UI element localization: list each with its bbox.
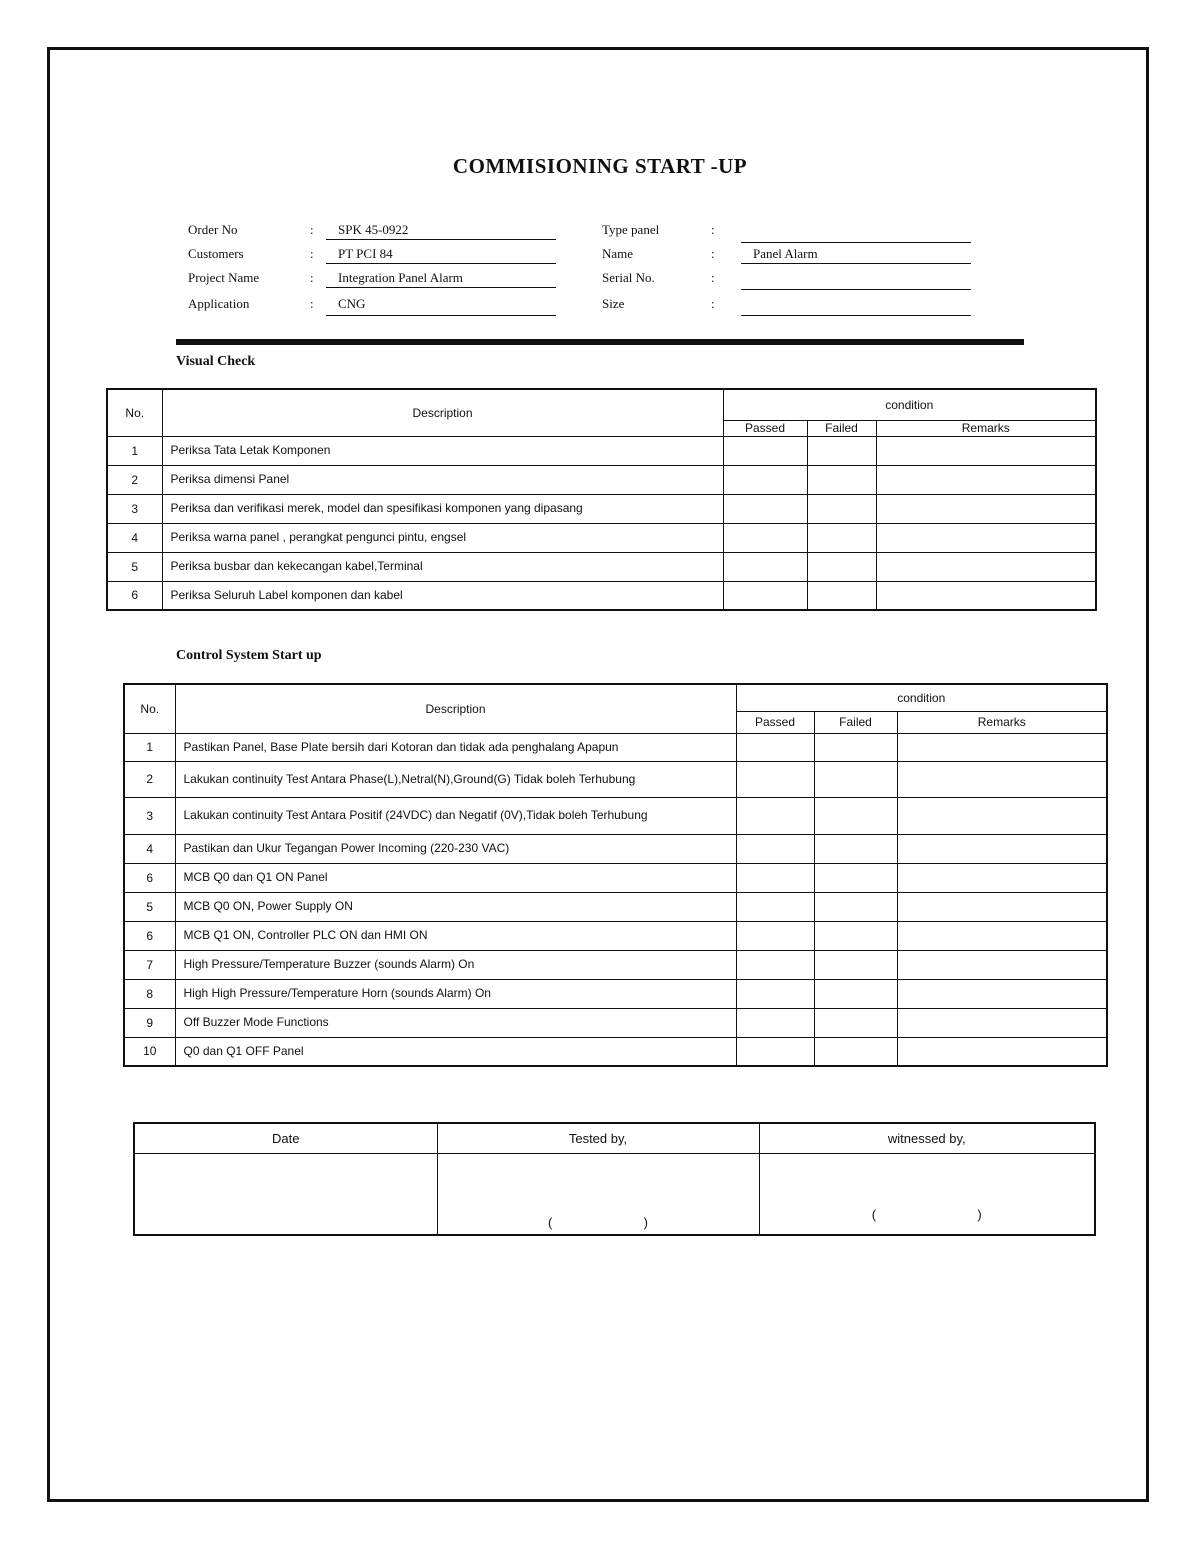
row-description: Periksa Seluruh Label komponen dan kabel <box>162 581 723 610</box>
serial-no-value <box>741 272 971 290</box>
failed-cell[interactable] <box>814 921 897 950</box>
colon: : <box>310 296 314 311</box>
failed-cell[interactable] <box>807 436 876 465</box>
failed-cell[interactable] <box>807 494 876 523</box>
row-description: Lakukan continuity Test Antara Phase(L),Netral(N),Ground(G) Tidak boleh Terhubung <box>175 761 736 797</box>
visual-check-table <box>106 388 1097 611</box>
row-no: 1 <box>107 436 162 465</box>
close-paren: ) <box>977 1207 982 1222</box>
failed-cell[interactable] <box>814 761 897 797</box>
remarks-cell[interactable] <box>897 979 1107 1008</box>
passed-cell[interactable] <box>736 1008 814 1037</box>
tested-by-label: Tested by, <box>437 1123 759 1153</box>
witnessed-by-cell[interactable] <box>759 1153 1095 1235</box>
row-description: Periksa busbar dan kekecangan kabel,Terminal <box>162 552 723 581</box>
passed-cell[interactable] <box>736 950 814 979</box>
row-no: 3 <box>124 797 175 834</box>
document-title: COMMISIONING START -UP <box>452 154 748 178</box>
passed-cell[interactable] <box>736 733 814 761</box>
col-header-description: Description <box>162 389 723 436</box>
table-row <box>124 761 1107 797</box>
name-value: Panel Alarm <box>741 246 971 264</box>
remarks-cell[interactable] <box>897 733 1107 761</box>
witnessed-signature-line <box>872 1207 982 1222</box>
row-description: Q0 dan Q1 OFF Panel <box>175 1037 736 1066</box>
col-header-no: No. <box>124 684 175 733</box>
serial-no-label: Serial No. <box>602 270 655 285</box>
failed-cell[interactable] <box>814 733 897 761</box>
col-header-remarks: Remarks <box>876 420 1096 436</box>
table-row <box>124 892 1107 921</box>
colon: : <box>310 246 314 261</box>
colon: : <box>711 222 715 237</box>
row-no: 2 <box>107 465 162 494</box>
customers-label: Customers <box>188 246 244 261</box>
remarks-cell[interactable] <box>897 761 1107 797</box>
size-value <box>741 298 971 316</box>
project-name-label: Project Name <box>188 270 260 285</box>
row-description: MCB Q1 ON, Controller PLC ON dan HMI ON <box>175 921 736 950</box>
control-system-title: Control System Start up <box>176 648 322 663</box>
passed-cell[interactable] <box>723 523 807 552</box>
remarks-cell[interactable] <box>897 834 1107 863</box>
remarks-cell[interactable] <box>897 892 1107 921</box>
passed-cell[interactable] <box>723 552 807 581</box>
failed-cell[interactable] <box>814 1008 897 1037</box>
table-row <box>124 979 1107 1008</box>
section-divider <box>176 339 1024 345</box>
row-description: MCB Q0 ON, Power Supply ON <box>175 892 736 921</box>
table-row <box>124 863 1107 892</box>
control-system-table <box>123 683 1108 1067</box>
row-description: Pastikan Panel, Base Plate bersih dari Kotoran dan tidak ada penghalang Apapun <box>175 733 736 761</box>
table-row <box>124 921 1107 950</box>
row-description: Periksa dan verifikasi merek, model dan spesifikasi komponen yang dipasang <box>162 494 723 523</box>
remarks-cell[interactable] <box>897 1037 1107 1066</box>
table-row <box>107 581 1096 610</box>
row-description: MCB Q0 dan Q1 ON Panel <box>175 863 736 892</box>
table-row <box>107 436 1096 465</box>
order-no-value: SPK 45-0922 <box>326 222 556 240</box>
passed-cell[interactable] <box>723 581 807 610</box>
type-panel-label: Type panel <box>602 222 660 237</box>
table-row <box>107 494 1096 523</box>
remarks-cell[interactable] <box>897 1008 1107 1037</box>
row-no: 6 <box>107 581 162 610</box>
col-header-description: Description <box>175 684 736 733</box>
open-paren: ( <box>548 1215 553 1230</box>
passed-cell[interactable] <box>723 494 807 523</box>
size-label: Size <box>602 296 625 311</box>
witnessed-by-label: witnessed by, <box>759 1123 1095 1153</box>
table-row <box>107 523 1096 552</box>
passed-cell[interactable] <box>736 863 814 892</box>
row-no: 4 <box>107 523 162 552</box>
date-label: Date <box>134 1123 437 1153</box>
row-description: Periksa warna panel , perangkat pengunci pintu, engsel <box>162 523 723 552</box>
failed-cell[interactable] <box>807 465 876 494</box>
colon: : <box>711 270 715 285</box>
table-row <box>124 1037 1107 1066</box>
row-description: Off Buzzer Mode Functions <box>175 1008 736 1037</box>
application-label: Application <box>188 296 250 311</box>
col-header-failed: Failed <box>814 711 897 733</box>
signature-table <box>133 1122 1096 1236</box>
colon: : <box>310 270 314 285</box>
passed-cell[interactable] <box>736 892 814 921</box>
row-description: High High Pressure/Temperature Horn (sounds Alarm) On <box>175 979 736 1008</box>
failed-cell[interactable] <box>814 979 897 1008</box>
table-row <box>124 1008 1107 1037</box>
row-description: Periksa dimensi Panel <box>162 465 723 494</box>
row-no: 3 <box>107 494 162 523</box>
row-description: Periksa Tata Letak Komponen <box>162 436 723 465</box>
passed-cell[interactable] <box>736 1037 814 1066</box>
remarks-cell[interactable] <box>876 494 1096 523</box>
failed-cell[interactable] <box>807 552 876 581</box>
col-header-condition: condition <box>723 389 1096 420</box>
failed-cell[interactable] <box>814 834 897 863</box>
application-value: CNG <box>326 296 556 316</box>
col-header-failed: Failed <box>807 420 876 436</box>
row-description: High Pressure/Temperature Buzzer (sounds Alarm) On <box>175 950 736 979</box>
row-description: Pastikan dan Ukur Tegangan Power Incoming (220-230 VAC) <box>175 834 736 863</box>
table-row <box>124 950 1107 979</box>
row-no: 5 <box>124 892 175 921</box>
row-no: 1 <box>124 733 175 761</box>
col-header-no: No. <box>107 389 162 436</box>
failed-cell[interactable] <box>814 863 897 892</box>
table-row <box>107 552 1096 581</box>
passed-cell[interactable] <box>736 761 814 797</box>
colon: : <box>711 246 715 261</box>
open-paren: ( <box>871 1207 877 1222</box>
close-paren: ) <box>643 1215 648 1230</box>
row-no: 5 <box>107 552 162 581</box>
table-row <box>107 465 1096 494</box>
remarks-cell[interactable] <box>897 797 1107 834</box>
tested-signature-line <box>548 1215 648 1230</box>
failed-cell[interactable] <box>814 1037 897 1066</box>
passed-cell[interactable] <box>736 834 814 863</box>
remarks-cell[interactable] <box>876 523 1096 552</box>
remarks-cell[interactable] <box>876 465 1096 494</box>
row-no: 10 <box>124 1037 175 1066</box>
remarks-cell[interactable] <box>876 552 1096 581</box>
row-no: 4 <box>124 834 175 863</box>
passed-cell[interactable] <box>736 921 814 950</box>
col-header-condition: condition <box>736 684 1107 711</box>
colon: : <box>310 222 314 237</box>
tested-by-cell[interactable] <box>437 1153 759 1235</box>
remarks-cell[interactable] <box>897 950 1107 979</box>
passed-cell[interactable] <box>723 436 807 465</box>
passed-cell[interactable] <box>723 465 807 494</box>
row-description: Lakukan continuity Test Antara Positif (24VDC) dan Negatif (0V),Tidak boleh Terhubung <box>175 797 736 834</box>
row-no: 6 <box>124 863 175 892</box>
type-panel-value <box>741 225 971 243</box>
table-row <box>124 733 1107 761</box>
remarks-cell[interactable] <box>876 436 1096 465</box>
failed-cell[interactable] <box>807 523 876 552</box>
row-no: 7 <box>124 950 175 979</box>
table-row <box>124 797 1107 834</box>
passed-cell[interactable] <box>736 979 814 1008</box>
remarks-cell[interactable] <box>897 921 1107 950</box>
project-name-value: Integration Panel Alarm <box>326 270 556 288</box>
failed-cell[interactable] <box>814 797 897 834</box>
table-row <box>124 834 1107 863</box>
order-no-label: Order No <box>188 222 238 237</box>
date-cell[interactable] <box>134 1153 437 1235</box>
customers-value: PT PCI 84 <box>326 246 556 264</box>
name-label: Name <box>602 246 634 261</box>
row-no: 2 <box>124 761 175 797</box>
row-no: 6 <box>124 921 175 950</box>
failed-cell[interactable] <box>814 950 897 979</box>
colon: : <box>711 296 715 311</box>
row-no: 8 <box>124 979 175 1008</box>
row-no: 9 <box>124 1008 175 1037</box>
failed-cell[interactable] <box>814 892 897 921</box>
col-header-passed: Passed <box>736 711 814 733</box>
remarks-cell[interactable] <box>876 581 1096 610</box>
col-header-passed: Passed <box>723 420 807 436</box>
passed-cell[interactable] <box>736 797 814 834</box>
visual-check-title: Visual Check <box>176 354 256 369</box>
col-header-remarks: Remarks <box>897 711 1107 733</box>
remarks-cell[interactable] <box>897 863 1107 892</box>
failed-cell[interactable] <box>807 581 876 610</box>
